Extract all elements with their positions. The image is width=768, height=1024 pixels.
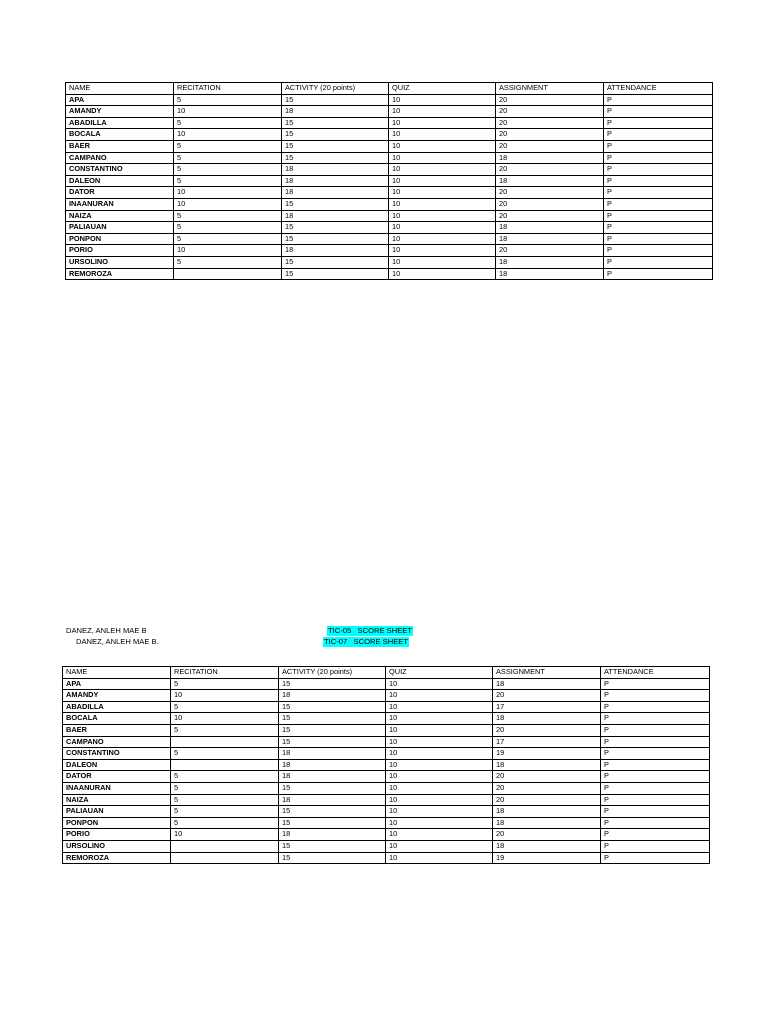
name-cell: PORIO xyxy=(63,829,171,841)
attendance-cell: P xyxy=(601,701,710,713)
recitation-cell xyxy=(171,759,279,771)
assignment-cell: 17 xyxy=(493,736,601,748)
quiz-cell: 10 xyxy=(389,256,496,268)
recitation-cell: 10 xyxy=(174,198,282,210)
recitation-cell: 10 xyxy=(171,829,279,841)
activity-cell: 18 xyxy=(282,106,389,118)
attendance-cell: P xyxy=(601,829,710,841)
activity-cell: 18 xyxy=(282,175,389,187)
table-row xyxy=(66,268,713,280)
recitation-cell: 5 xyxy=(171,806,279,818)
activity-cell: 15 xyxy=(282,152,389,164)
activity-cell: 18 xyxy=(282,245,389,257)
recitation-cell: 5 xyxy=(171,782,279,794)
name-cell: INAANURAN xyxy=(63,782,171,794)
table-row xyxy=(63,852,710,864)
recitation-cell: 5 xyxy=(171,817,279,829)
table-row xyxy=(66,117,713,129)
table-row xyxy=(66,129,713,141)
table-row xyxy=(66,245,713,257)
recitation-cell: 5 xyxy=(174,210,282,222)
activity-cell: 15 xyxy=(279,736,386,748)
table-row xyxy=(63,713,710,725)
sheet-label-tic-05: TIC-05 SCORE SHEET xyxy=(328,626,412,635)
recitation-cell xyxy=(174,268,282,280)
quiz-cell: 10 xyxy=(386,748,493,760)
name-cell: APA xyxy=(63,678,171,690)
assignment-cell: 18 xyxy=(496,233,604,245)
assignment-cell: 18 xyxy=(493,759,601,771)
name-cell: CONSTANTINO xyxy=(63,748,171,760)
header-row xyxy=(63,667,710,679)
column-header-attendance: ATTENDANCE xyxy=(601,667,710,679)
activity-cell: 15 xyxy=(282,256,389,268)
name-cell: PONPON xyxy=(63,817,171,829)
table-row xyxy=(66,198,713,210)
attendance-cell: P xyxy=(604,164,713,176)
quiz-cell: 10 xyxy=(386,678,493,690)
assignment-cell: 18 xyxy=(496,152,604,164)
attendance-cell: P xyxy=(604,198,713,210)
sheet-label-tic-07: TIC-07 SCORE SHEET xyxy=(324,637,408,646)
assignment-cell: 20 xyxy=(496,164,604,176)
assignment-cell: 18 xyxy=(496,256,604,268)
column-header-activity: ACTIVITY (20 points) xyxy=(279,667,386,679)
assignment-cell: 20 xyxy=(496,245,604,257)
assignment-cell: 20 xyxy=(496,117,604,129)
assignment-cell: 20 xyxy=(493,724,601,736)
recitation-cell xyxy=(171,736,279,748)
activity-cell: 15 xyxy=(282,129,389,141)
activity-cell: 18 xyxy=(279,829,386,841)
quiz-cell: 10 xyxy=(386,771,493,783)
quiz-cell: 10 xyxy=(386,852,493,864)
quiz-cell: 10 xyxy=(386,806,493,818)
recitation-cell: 10 xyxy=(174,245,282,257)
table-row xyxy=(66,210,713,222)
assignment-cell: 18 xyxy=(496,222,604,234)
name-cell: INAANURAN xyxy=(66,198,174,210)
recitation-cell: 5 xyxy=(171,748,279,760)
table-row xyxy=(63,748,710,760)
table-row xyxy=(66,175,713,187)
activity-cell: 15 xyxy=(279,678,386,690)
recitation-cell: 10 xyxy=(174,129,282,141)
attendance-cell: P xyxy=(601,817,710,829)
attendance-cell: P xyxy=(601,782,710,794)
quiz-cell: 10 xyxy=(386,690,493,702)
quiz-cell: 10 xyxy=(386,840,493,852)
score-table-2-header xyxy=(63,667,710,679)
column-header-name: NAME xyxy=(66,83,174,95)
attendance-cell: P xyxy=(604,245,713,257)
name-cell: PALIAUAN xyxy=(66,222,174,234)
quiz-cell: 10 xyxy=(389,222,496,234)
quiz-cell: 10 xyxy=(386,794,493,806)
assignment-cell: 20 xyxy=(493,782,601,794)
assignment-cell: 20 xyxy=(496,129,604,141)
name-cell: BOCALA xyxy=(66,129,174,141)
table-row xyxy=(63,701,710,713)
activity-cell: 15 xyxy=(279,852,386,864)
column-header-attendance: ATTENDANCE xyxy=(604,83,713,95)
score-table-1 xyxy=(65,82,713,280)
quiz-cell: 10 xyxy=(386,829,493,841)
recitation-cell: 5 xyxy=(174,140,282,152)
attendance-cell: P xyxy=(601,736,710,748)
recitation-cell: 5 xyxy=(171,701,279,713)
quiz-cell: 10 xyxy=(386,782,493,794)
quiz-cell: 10 xyxy=(389,140,496,152)
quiz-cell: 10 xyxy=(389,106,496,118)
attendance-cell: P xyxy=(601,852,710,864)
assignment-cell: 19 xyxy=(493,748,601,760)
header-row xyxy=(66,83,713,95)
assignment-cell: 18 xyxy=(493,817,601,829)
attendance-cell: P xyxy=(604,222,713,234)
quiz-cell: 10 xyxy=(386,759,493,771)
name-cell: DATOR xyxy=(66,187,174,199)
activity-cell: 15 xyxy=(279,817,386,829)
quiz-cell: 10 xyxy=(389,198,496,210)
name-cell: PONPON xyxy=(66,233,174,245)
assignment-cell: 20 xyxy=(493,771,601,783)
table-row xyxy=(63,794,710,806)
name-cell: NAIZA xyxy=(66,210,174,222)
name-cell: REMOROZA xyxy=(63,852,171,864)
assignment-cell: 20 xyxy=(496,140,604,152)
quiz-cell: 10 xyxy=(389,268,496,280)
assignment-cell: 20 xyxy=(496,198,604,210)
name-cell: ABADILLA xyxy=(66,117,174,129)
name-cell: CONSTANTINO xyxy=(66,164,174,176)
table-row xyxy=(63,771,710,783)
activity-cell: 18 xyxy=(282,210,389,222)
attendance-cell: P xyxy=(604,210,713,222)
activity-cell: 15 xyxy=(279,840,386,852)
score-table-1-header xyxy=(66,83,713,95)
table-row xyxy=(63,724,710,736)
recitation-cell: 5 xyxy=(171,794,279,806)
score-table-2-body xyxy=(63,678,710,864)
attendance-cell: P xyxy=(601,713,710,725)
assignment-cell: 20 xyxy=(496,106,604,118)
attendance-cell: P xyxy=(604,94,713,106)
table-row xyxy=(66,222,713,234)
attendance-cell: P xyxy=(601,806,710,818)
name-cell: CAMPANO xyxy=(63,736,171,748)
name-cell: BAER xyxy=(63,724,171,736)
recitation-cell: 5 xyxy=(174,117,282,129)
name-cell: BAER xyxy=(66,140,174,152)
student-name-line-2: DANEZ, ANLEH MAE B. xyxy=(76,637,159,646)
activity-cell: 15 xyxy=(279,713,386,725)
attendance-cell: P xyxy=(604,233,713,245)
attendance-cell: P xyxy=(601,678,710,690)
name-cell: DATOR xyxy=(63,771,171,783)
quiz-cell: 10 xyxy=(389,187,496,199)
assignment-cell: 18 xyxy=(493,713,601,725)
assignment-cell: 18 xyxy=(496,268,604,280)
quiz-cell: 10 xyxy=(389,152,496,164)
activity-cell: 18 xyxy=(279,771,386,783)
name-cell: BOCALA xyxy=(63,713,171,725)
name-cell: AMANDY xyxy=(63,690,171,702)
student-name-line-1: DANEZ, ANLEH MAE B xyxy=(66,626,147,635)
activity-cell: 15 xyxy=(282,268,389,280)
table-row xyxy=(63,782,710,794)
attendance-cell: P xyxy=(604,256,713,268)
attendance-cell: P xyxy=(601,759,710,771)
quiz-cell: 10 xyxy=(389,129,496,141)
name-cell: APA xyxy=(66,94,174,106)
name-cell: CAMPANO xyxy=(66,152,174,164)
table-row xyxy=(66,106,713,118)
activity-cell: 18 xyxy=(282,164,389,176)
quiz-cell: 10 xyxy=(386,817,493,829)
column-header-recitation: RECITATION xyxy=(174,83,282,95)
activity-cell: 18 xyxy=(282,187,389,199)
table-row xyxy=(66,233,713,245)
name-cell: NAIZA xyxy=(63,794,171,806)
quiz-cell: 10 xyxy=(389,210,496,222)
recitation-cell: 5 xyxy=(174,256,282,268)
activity-cell: 18 xyxy=(279,748,386,760)
recitation-cell xyxy=(171,852,279,864)
table-row xyxy=(63,690,710,702)
attendance-cell: P xyxy=(604,187,713,199)
name-cell: PALIAUAN xyxy=(63,806,171,818)
table-row xyxy=(63,817,710,829)
activity-cell: 15 xyxy=(279,701,386,713)
assignment-cell: 20 xyxy=(496,94,604,106)
assignment-cell: 20 xyxy=(493,829,601,841)
table-row xyxy=(66,256,713,268)
recitation-cell: 10 xyxy=(174,187,282,199)
attendance-cell: P xyxy=(601,794,710,806)
attendance-cell: P xyxy=(604,152,713,164)
activity-cell: 15 xyxy=(279,806,386,818)
recitation-cell: 10 xyxy=(171,690,279,702)
table-row xyxy=(66,187,713,199)
name-cell: DALEON xyxy=(63,759,171,771)
column-header-activity: ACTIVITY (20 points) xyxy=(282,83,389,95)
column-header-recitation: RECITATION xyxy=(171,667,279,679)
attendance-cell: P xyxy=(601,840,710,852)
assignment-cell: 20 xyxy=(496,210,604,222)
score-table-2 xyxy=(62,666,710,864)
assignment-cell: 17 xyxy=(493,701,601,713)
column-header-name: NAME xyxy=(63,667,171,679)
quiz-cell: 10 xyxy=(386,724,493,736)
attendance-cell: P xyxy=(604,117,713,129)
attendance-cell: P xyxy=(604,268,713,280)
activity-cell: 18 xyxy=(279,759,386,771)
column-header-assignment: ASSIGNMENT xyxy=(493,667,601,679)
recitation-cell: 5 xyxy=(174,222,282,234)
quiz-cell: 10 xyxy=(386,701,493,713)
table-row xyxy=(63,806,710,818)
quiz-cell: 10 xyxy=(389,175,496,187)
name-cell: REMOROZA xyxy=(66,268,174,280)
table-row xyxy=(66,140,713,152)
table-row xyxy=(63,840,710,852)
table-row xyxy=(63,829,710,841)
table-row xyxy=(66,164,713,176)
recitation-cell: 5 xyxy=(174,233,282,245)
assignment-cell: 18 xyxy=(496,175,604,187)
column-header-quiz: QUIZ xyxy=(386,667,493,679)
column-header-assignment: ASSIGNMENT xyxy=(496,83,604,95)
activity-cell: 15 xyxy=(282,117,389,129)
name-cell: URSOLINO xyxy=(66,256,174,268)
activity-cell: 18 xyxy=(279,690,386,702)
recitation-cell: 10 xyxy=(174,106,282,118)
attendance-cell: P xyxy=(604,140,713,152)
score-table-1-body xyxy=(66,94,713,280)
assignment-cell: 18 xyxy=(493,840,601,852)
assignment-cell: 20 xyxy=(493,794,601,806)
name-cell: AMANDY xyxy=(66,106,174,118)
assignment-cell: 20 xyxy=(496,187,604,199)
activity-cell: 15 xyxy=(282,140,389,152)
table-row xyxy=(63,678,710,690)
assignment-cell: 20 xyxy=(493,690,601,702)
name-cell: ABADILLA xyxy=(63,701,171,713)
recitation-cell: 5 xyxy=(174,152,282,164)
attendance-cell: P xyxy=(604,175,713,187)
assignment-cell: 18 xyxy=(493,806,601,818)
recitation-cell: 5 xyxy=(174,164,282,176)
attendance-cell: P xyxy=(601,724,710,736)
activity-cell: 15 xyxy=(282,233,389,245)
table-row xyxy=(66,94,713,106)
recitation-cell xyxy=(171,840,279,852)
name-cell: DALEON xyxy=(66,175,174,187)
attendance-cell: P xyxy=(604,106,713,118)
quiz-cell: 10 xyxy=(389,94,496,106)
table-row xyxy=(63,759,710,771)
attendance-cell: P xyxy=(601,771,710,783)
column-header-quiz: QUIZ xyxy=(389,83,496,95)
attendance-cell: P xyxy=(601,748,710,760)
recitation-cell: 5 xyxy=(171,724,279,736)
recitation-cell: 5 xyxy=(171,678,279,690)
activity-cell: 15 xyxy=(279,782,386,794)
recitation-cell: 10 xyxy=(171,713,279,725)
recitation-cell: 5 xyxy=(174,94,282,106)
quiz-cell: 10 xyxy=(386,736,493,748)
quiz-cell: 10 xyxy=(389,164,496,176)
quiz-cell: 10 xyxy=(389,233,496,245)
assignment-cell: 19 xyxy=(493,852,601,864)
quiz-cell: 10 xyxy=(389,245,496,257)
activity-cell: 15 xyxy=(282,222,389,234)
quiz-cell: 10 xyxy=(386,713,493,725)
activity-cell: 15 xyxy=(282,198,389,210)
name-cell: PORIO xyxy=(66,245,174,257)
table-row xyxy=(63,736,710,748)
name-cell: URSOLINO xyxy=(63,840,171,852)
recitation-cell: 5 xyxy=(171,771,279,783)
activity-cell: 15 xyxy=(279,724,386,736)
recitation-cell: 5 xyxy=(174,175,282,187)
quiz-cell: 10 xyxy=(389,117,496,129)
attendance-cell: P xyxy=(604,129,713,141)
activity-cell: 18 xyxy=(279,794,386,806)
activity-cell: 15 xyxy=(282,94,389,106)
assignment-cell: 18 xyxy=(493,678,601,690)
table-row xyxy=(66,152,713,164)
attendance-cell: P xyxy=(601,690,710,702)
